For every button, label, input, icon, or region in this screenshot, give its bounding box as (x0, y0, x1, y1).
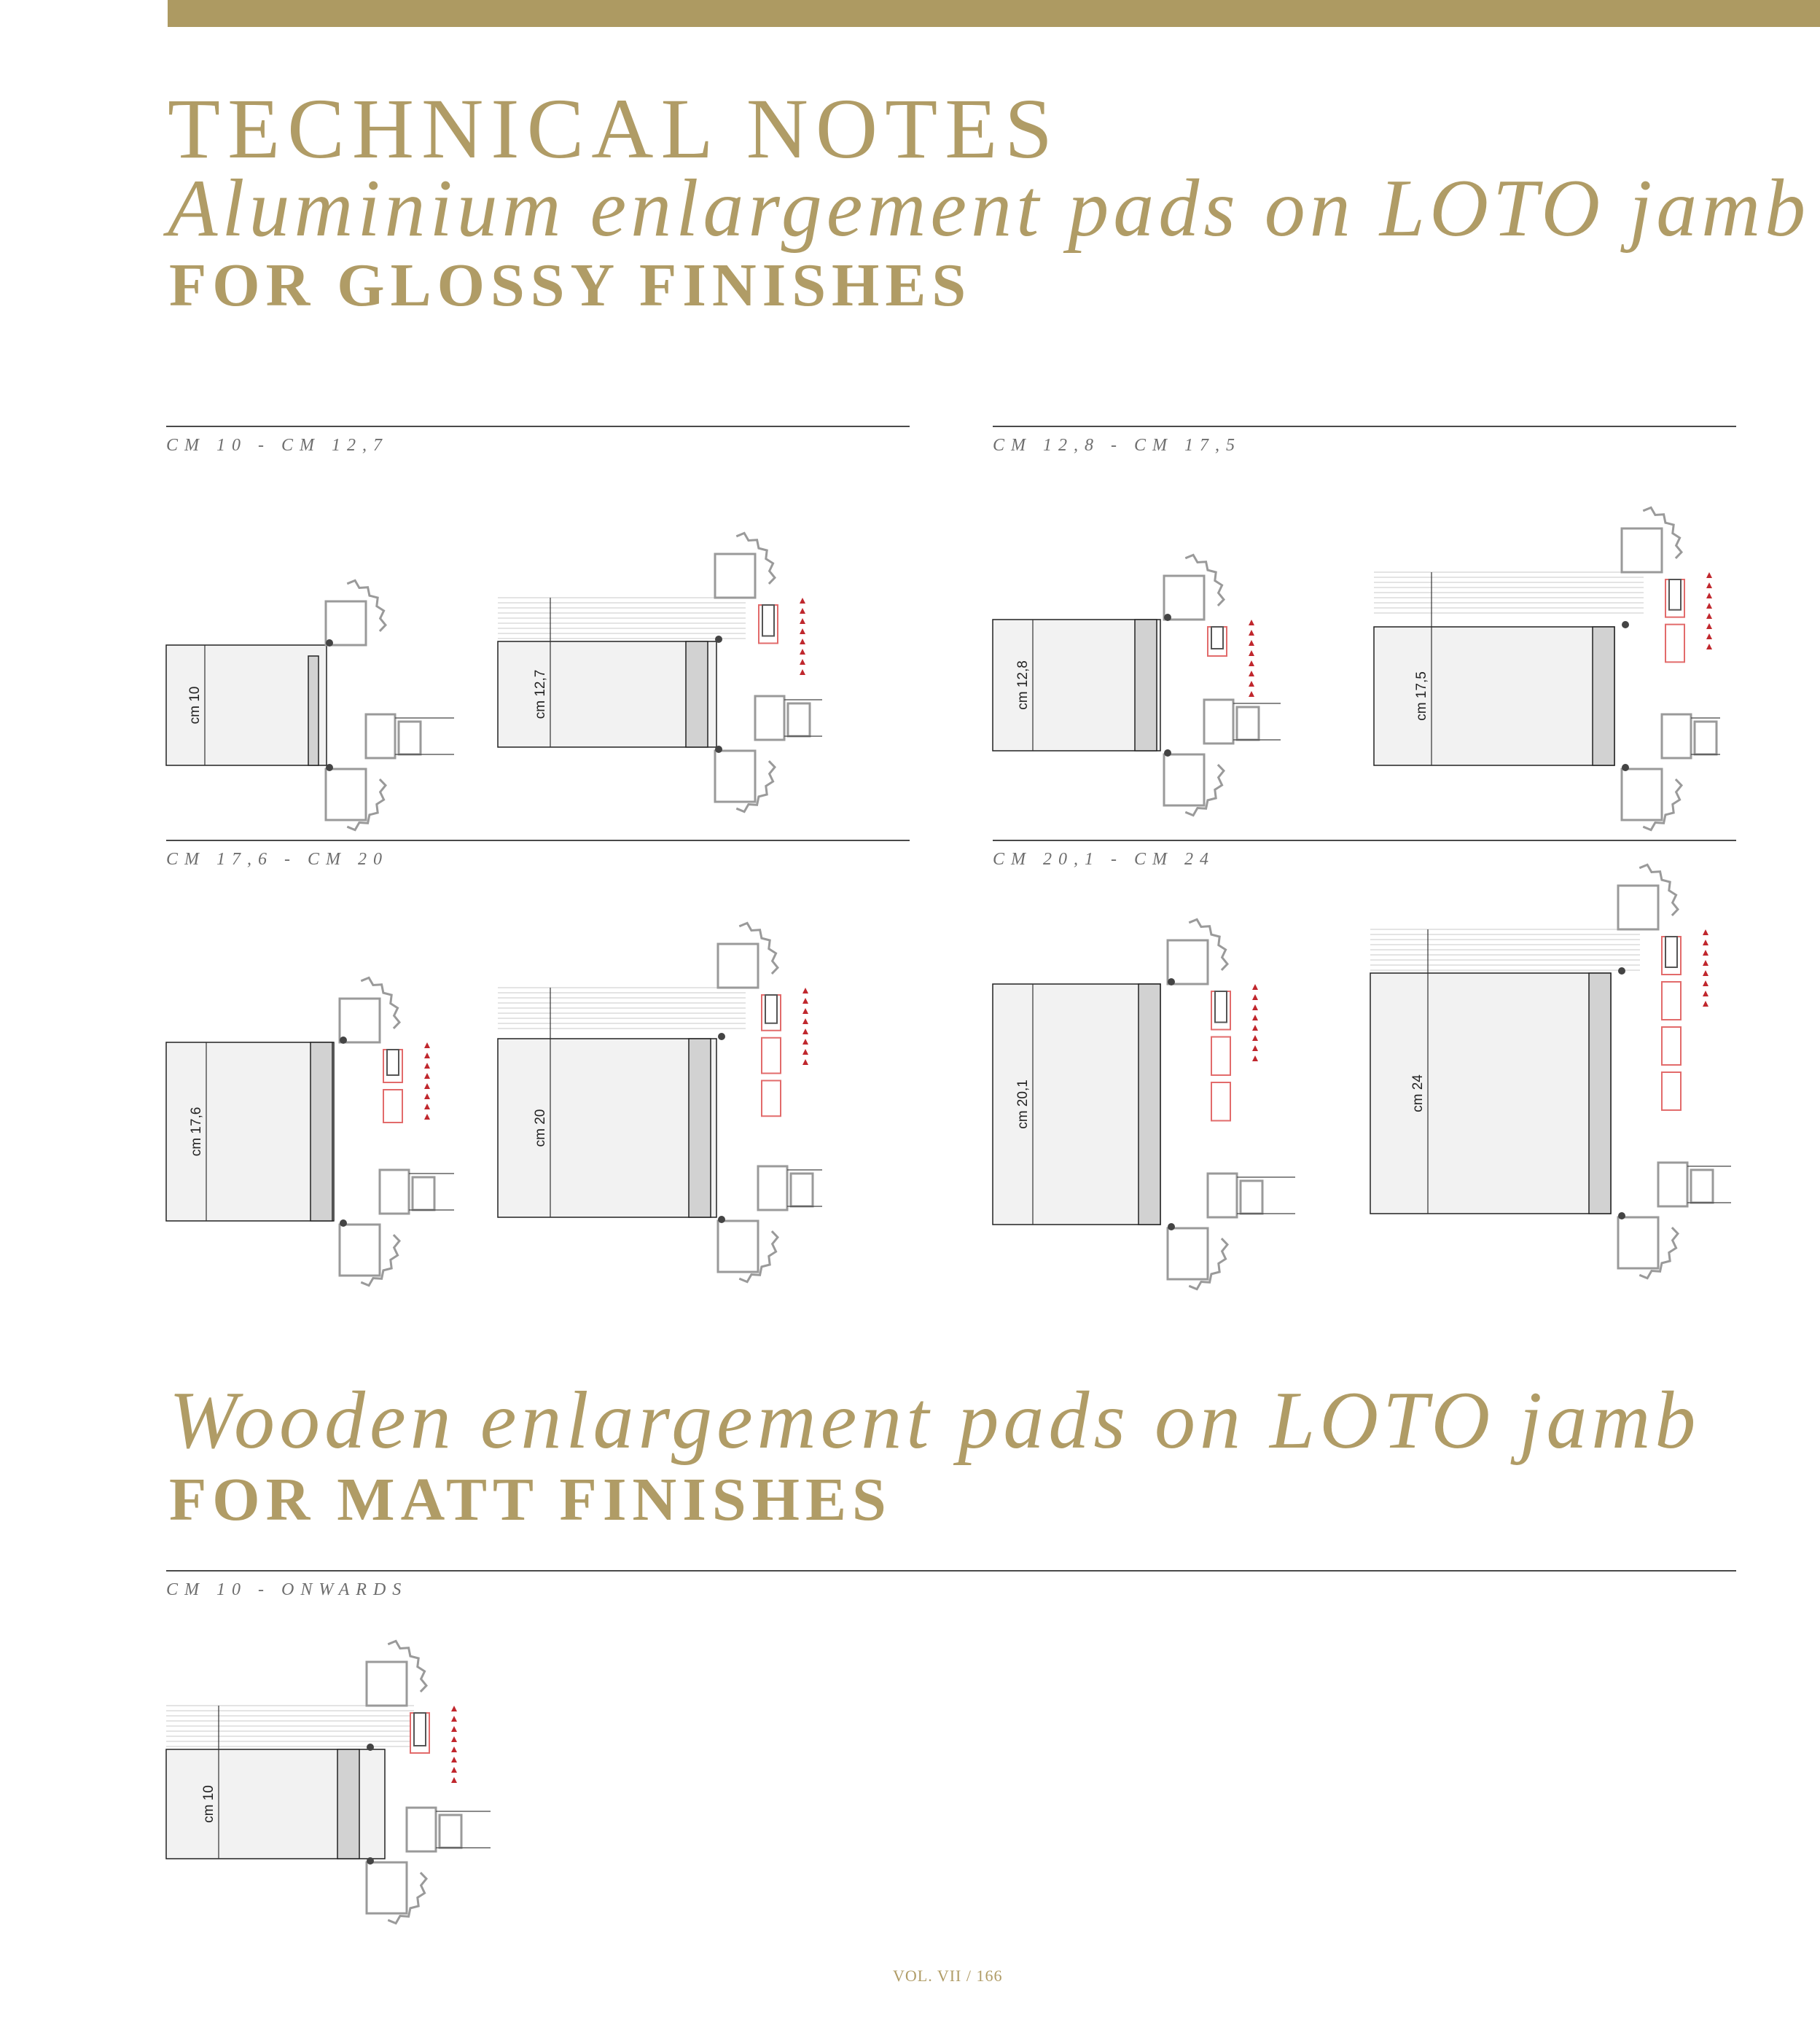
lock-profile (380, 1170, 409, 1214)
screw-dot (367, 1744, 374, 1751)
enlargement-pad (762, 1038, 781, 1074)
screw-dot (715, 636, 722, 643)
direction-arrow (451, 1706, 457, 1711)
subtitle-aluminium: Aluminium enlargement pads on LOTO jamb (168, 163, 1811, 254)
bottom-profile (1622, 769, 1662, 820)
screw-dot (1168, 1223, 1175, 1230)
screw-dot (718, 1216, 725, 1223)
direction-arrow (1252, 984, 1258, 990)
enlargement-pad (1662, 937, 1681, 975)
direction-arrow (1706, 572, 1712, 578)
dimension-label: cm 17,5 (1414, 671, 1429, 721)
enlargement-pad (410, 1713, 429, 1753)
lock-profile (1204, 700, 1233, 743)
jamb-strip (686, 641, 708, 747)
direction-arrow (1706, 613, 1712, 619)
direction-arrow (424, 1083, 430, 1089)
screw-dot (1622, 621, 1629, 628)
direction-arrow (451, 1757, 457, 1762)
enlargement-pad (1662, 1027, 1681, 1065)
page-title: TECHNICAL NOTES (168, 81, 1060, 176)
section-label: CM 12,8 - CM 17,5 (993, 436, 1241, 455)
screw-dot (1622, 764, 1629, 771)
subtitle-matt: FOR MATT FINISHES (169, 1466, 892, 1534)
wall-block (498, 1039, 716, 1217)
direction-arrow (1249, 691, 1254, 697)
subtitle-wooden: Wooden enlargement pads on LOTO jamb (169, 1375, 1700, 1466)
jamb-strip (1139, 984, 1160, 1225)
wall-block (1374, 627, 1614, 765)
top-profile (1164, 576, 1204, 620)
section-label: CM 17,6 - CM 20 (166, 850, 388, 869)
direction-arrow (1703, 970, 1708, 976)
direction-arrow (424, 1073, 430, 1079)
jamb-strip (689, 1039, 711, 1217)
direction-arrow (802, 1008, 808, 1014)
direction-arrow (424, 1114, 430, 1120)
direction-arrow (424, 1104, 430, 1109)
enlargement-pad (1665, 579, 1684, 617)
jamb-strip (337, 1749, 359, 1859)
direction-arrow (1252, 1055, 1258, 1061)
direction-arrow (424, 1063, 430, 1069)
direction-arrow (800, 598, 805, 604)
direction-arrow (802, 1049, 808, 1055)
direction-arrow (1252, 1004, 1258, 1010)
screw-dot (326, 764, 333, 771)
bottom-profile (718, 1221, 758, 1272)
section-rule (166, 1570, 1736, 1572)
direction-arrow (800, 618, 805, 624)
jamb-section-drawing (166, 988, 458, 1279)
enlargement-pad (1208, 627, 1227, 656)
direction-arrow (1249, 630, 1254, 636)
dimension-label: cm 10 (201, 1785, 216, 1823)
direction-arrow (1703, 950, 1708, 956)
enlargement-pad (1211, 991, 1230, 1030)
section-label: CM 10 - CM 12,7 (166, 436, 388, 455)
jamb-strip (311, 1042, 332, 1221)
top-profile (718, 944, 758, 988)
jamb-section-drawing (166, 598, 458, 816)
direction-arrow (1249, 660, 1254, 666)
lock-profile (407, 1808, 436, 1851)
screw-dot (718, 1033, 725, 1040)
jamb-strip (1589, 973, 1611, 1214)
direction-arrow (800, 608, 805, 614)
jamb-strip (1593, 627, 1614, 765)
lock-profile (755, 696, 784, 740)
jamb-section-drawing (1374, 525, 1724, 816)
dimension-label: cm 20,1 (1015, 1080, 1031, 1129)
enlargement-pad (1211, 1082, 1230, 1121)
screw-dot (715, 746, 722, 753)
lock-profile (1208, 1174, 1237, 1217)
screw-dot (1164, 614, 1171, 621)
enlargement-pad (762, 1081, 781, 1117)
lock-profile (1662, 714, 1691, 758)
enlargement-pad (1662, 1072, 1681, 1110)
glass-bead (791, 1174, 813, 1206)
screw-dot (1618, 967, 1625, 975)
top-profile (326, 601, 366, 645)
glass-bead (1691, 1170, 1713, 1203)
direction-arrow (1249, 640, 1254, 646)
jamb-section-drawing (993, 565, 1284, 816)
direction-arrow (1252, 994, 1258, 1000)
direction-arrow (1706, 623, 1712, 629)
bottom-profile (1168, 1228, 1208, 1279)
direction-arrow (1703, 1001, 1708, 1007)
enlargement-pad (1211, 1037, 1230, 1076)
direction-arrow (802, 1039, 808, 1045)
direction-arrow (1252, 1025, 1258, 1031)
direction-arrow (1249, 620, 1254, 625)
enlargement-pad (762, 995, 781, 1031)
screw-dot (367, 1857, 374, 1865)
direction-arrow (800, 628, 805, 634)
bottom-profile (367, 1862, 407, 1913)
subtitle-glossy: FOR GLOSSY FINISHES (169, 251, 972, 319)
lock-profile (366, 714, 395, 758)
enlargement-pad (383, 1050, 402, 1082)
jamb-strip (1135, 620, 1157, 751)
direction-arrow (802, 1018, 808, 1024)
direction-arrow (424, 1093, 430, 1099)
glass-bead (1237, 707, 1259, 740)
jamb-strip (308, 656, 319, 765)
direction-arrow (1249, 681, 1254, 687)
top-profile (1618, 886, 1658, 929)
direction-arrow (451, 1777, 457, 1783)
screw-dot (1164, 749, 1171, 757)
top-profile (367, 1662, 407, 1706)
screw-dot (340, 1219, 347, 1227)
top-accent-bar (168, 0, 1820, 27)
direction-arrow (1706, 603, 1712, 609)
screw-dot (326, 639, 333, 647)
direction-arrow (1703, 991, 1708, 996)
top-profile (1168, 940, 1208, 984)
direction-arrow (1703, 980, 1708, 986)
jamb-section-drawing (1370, 882, 1735, 1290)
glass-bead (440, 1815, 461, 1848)
direction-arrow (1706, 644, 1712, 649)
dimension-label: cm 12,7 (533, 669, 548, 719)
direction-arrow (451, 1736, 457, 1742)
jamb-section-drawing (498, 944, 826, 1279)
lock-profile (758, 1166, 787, 1210)
direction-arrow (1249, 671, 1254, 676)
direction-arrow (1706, 593, 1712, 598)
top-profile (1622, 528, 1662, 572)
direction-arrow (800, 649, 805, 655)
direction-arrow (802, 1059, 808, 1065)
glass-bead (399, 722, 421, 754)
direction-arrow (800, 669, 805, 675)
bottom-profile (326, 769, 366, 820)
enlargement-pad (1662, 982, 1681, 1020)
bottom-profile (1164, 754, 1204, 805)
direction-arrow (802, 1028, 808, 1034)
direction-arrow (802, 988, 808, 993)
wall-block (1370, 973, 1611, 1214)
dimension-label: cm 12,8 (1015, 660, 1031, 710)
direction-arrow (1703, 940, 1708, 945)
direction-arrow (1703, 929, 1708, 935)
section-label: CM 10 - ONWARDS (166, 1580, 408, 1599)
bottom-profile (340, 1225, 380, 1276)
screw-dot (340, 1037, 347, 1044)
enlargement-pad (759, 605, 778, 644)
glass-bead (413, 1177, 434, 1210)
direction-arrow (800, 639, 805, 644)
dimension-label: cm 24 (1410, 1074, 1426, 1112)
enlargement-pad (383, 1090, 402, 1123)
direction-arrow (451, 1716, 457, 1722)
jamb-section-drawing (166, 1655, 494, 1910)
direction-arrow (1252, 1045, 1258, 1051)
direction-arrow (802, 998, 808, 1004)
section-label: CM 20,1 - CM 24 (993, 850, 1215, 869)
section-rule (166, 426, 910, 427)
jamb-section-drawing (498, 554, 826, 816)
jamb-section-drawing (993, 929, 1299, 1294)
direction-arrow (451, 1726, 457, 1732)
bottom-profile (715, 751, 755, 802)
dimension-label: cm 10 (187, 686, 203, 725)
top-profile (715, 554, 755, 598)
direction-arrow (1252, 1015, 1258, 1020)
direction-arrow (1249, 650, 1254, 656)
screw-dot (1168, 978, 1175, 985)
direction-arrow (1706, 582, 1712, 588)
bottom-profile (1618, 1217, 1658, 1268)
dimension-label: cm 20 (533, 1109, 548, 1147)
enlargement-pad (1665, 625, 1684, 663)
direction-arrow (424, 1053, 430, 1058)
direction-arrow (451, 1767, 457, 1773)
section-rule (166, 840, 910, 841)
wall-block (498, 641, 716, 747)
lock-profile (1658, 1163, 1687, 1206)
direction-arrow (800, 659, 805, 665)
section-rule (993, 426, 1736, 427)
screw-dot (1618, 1212, 1625, 1219)
page-number: VOL. VII / 166 (893, 1967, 1003, 1985)
glass-bead (788, 703, 810, 736)
section-rule (993, 840, 1736, 841)
dimension-label: cm 17,6 (189, 1106, 204, 1157)
direction-arrow (1703, 960, 1708, 966)
direction-arrow (424, 1042, 430, 1048)
direction-arrow (1252, 1035, 1258, 1041)
glass-bead (1241, 1181, 1262, 1214)
direction-arrow (451, 1746, 457, 1752)
top-profile (340, 999, 380, 1042)
glass-bead (1695, 722, 1716, 754)
direction-arrow (1706, 633, 1712, 639)
